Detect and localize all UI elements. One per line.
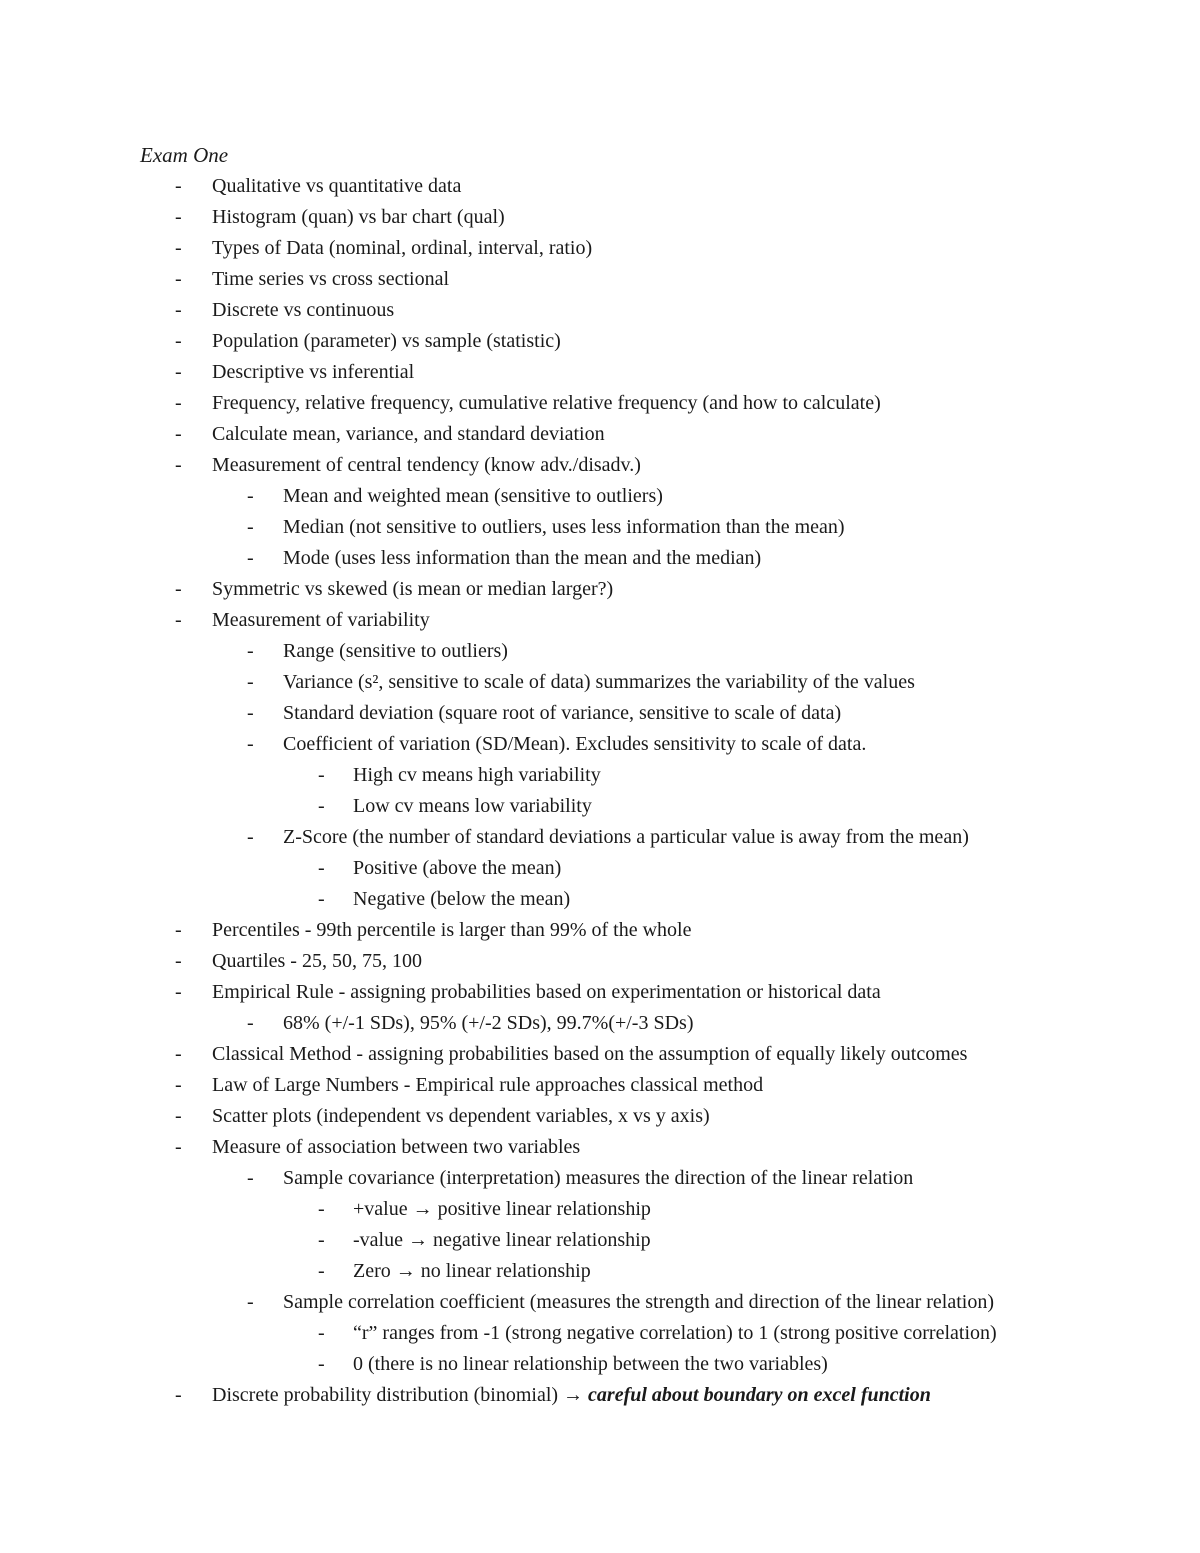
- list-item-label: Sample correlation coefficient (measures the strength and direction of the linear relation): [283, 1291, 995, 1313]
- list-item-label: Z-Score (the number of standard deviations a particular value is away from the mean): [283, 826, 969, 848]
- list-item-label: Types of Data (nominal, ordinal, interval, ratio): [212, 237, 593, 259]
- bullet-dash: -: [247, 1291, 254, 1313]
- list-item-label: Negative (below the mean): [353, 888, 571, 910]
- list-item-text: [212, 388, 881, 419]
- list-item-label: -value → negative linear relationship: [353, 1229, 651, 1251]
- list-item-text: [283, 481, 663, 512]
- bullet-dash: -: [318, 1229, 325, 1251]
- bullet-dash: -: [247, 640, 254, 662]
- list-item-label: Range (sensitive to outliers): [283, 640, 508, 662]
- list-item-text: [353, 884, 570, 915]
- bullet-dash: -: [247, 702, 254, 724]
- bullet-dash: -: [175, 919, 182, 941]
- list-item-text: [283, 1287, 994, 1318]
- list-item-text: [212, 326, 561, 357]
- list-item-text: [283, 512, 845, 543]
- bullet-dash: -: [175, 454, 182, 476]
- list-item-text: [212, 357, 414, 388]
- list-item-text: [212, 202, 505, 233]
- list-item-label: Variance (s², sensitive to scale of data) summarizes the variability of the values: [283, 671, 915, 693]
- bullet-dash: -: [318, 1322, 325, 1344]
- emphasis-note: careful about boundary on excel function: [588, 1384, 931, 1406]
- list-item-text: [212, 295, 394, 326]
- list-item-label: +value → positive linear relationship: [353, 1198, 651, 1220]
- list-item-label: Classical Method - assigning probabilities based on the assumption of equally likely outcomes: [212, 1043, 968, 1065]
- bullet-dash: -: [247, 485, 254, 507]
- list-item-label: Law of Large Numbers - Empirical rule approaches classical method: [212, 1074, 764, 1096]
- list-item-text: [212, 264, 449, 295]
- list-item-label: Descriptive vs inferential: [212, 361, 415, 383]
- list-item-text: [353, 1194, 651, 1225]
- bullet-dash: -: [175, 268, 182, 290]
- list-item-text: [353, 1318, 997, 1349]
- list-item-text: [212, 946, 422, 977]
- bullet-dash: -: [175, 423, 182, 445]
- list-item-text: [353, 853, 561, 884]
- bullet-dash: -: [318, 1260, 325, 1282]
- list-item-text: [283, 822, 969, 853]
- bullet-dash: -: [318, 1198, 325, 1220]
- list-item-label: Scatter plots (independent vs dependent variables, x vs y axis): [212, 1105, 710, 1127]
- bullet-dash: -: [175, 578, 182, 600]
- list-item-text: [212, 915, 691, 946]
- bullet-dash: -: [175, 1105, 182, 1127]
- list-item-text: [212, 171, 461, 202]
- list-item-label: Discrete vs continuous: [212, 299, 395, 321]
- bullet-dash: -: [318, 795, 325, 817]
- bullet-dash: -: [247, 547, 254, 569]
- list-item-label: 0 (there is no linear relationship between the two variables): [353, 1353, 828, 1375]
- page-title: Exam One: [140, 143, 229, 167]
- list-item-label: Qualitative vs quantitative data: [212, 175, 462, 197]
- list-item-text: [353, 1256, 591, 1287]
- list-item-text: [353, 1349, 828, 1380]
- list-item-label: 68% (+/-1 SDs), 95% (+/-2 SDs), 99.7%(+/-3 SDs): [283, 1012, 694, 1034]
- list-item-label: Mode (uses less information than the mean and the median): [283, 547, 762, 569]
- bullet-dash: -: [175, 1074, 182, 1096]
- bullet-dash: -: [175, 1384, 182, 1406]
- list-item-text: [353, 791, 592, 822]
- list-item-label: Empirical Rule - assigning probabilities based on experimentation or historical data: [212, 981, 881, 1003]
- list-item-text: [212, 1039, 967, 1070]
- list-item-label: Sample covariance (interpretation) measures the direction of the linear relation: [283, 1167, 914, 1189]
- list-item-text: [212, 605, 430, 636]
- bullet-dash: -: [175, 950, 182, 972]
- bullet-dash: -: [247, 1012, 254, 1034]
- list-item-text: [283, 698, 841, 729]
- list-item-text: [212, 450, 641, 481]
- list-item-text: [283, 729, 866, 760]
- bullet-dash: -: [175, 609, 182, 631]
- bullet-dash: -: [318, 857, 325, 879]
- list-item-label: Mean and weighted mean (sensitive to outliers): [283, 485, 663, 507]
- list-item-label: Time series vs cross sectional: [212, 268, 450, 290]
- bullet-dash: -: [247, 671, 254, 693]
- list-item-label: Zero → no linear relationship: [353, 1260, 591, 1282]
- list-item-label: Histogram (quan) vs bar chart (qual): [212, 206, 505, 228]
- bullet-dash: -: [318, 888, 325, 910]
- bullet-dash: -: [318, 1353, 325, 1375]
- bullet-dash: -: [175, 361, 182, 383]
- list-item-text: [212, 233, 592, 264]
- bullet-dash: -: [247, 826, 254, 848]
- list-item-label: Discrete probability distribution (binomial) →: [212, 1384, 589, 1406]
- list-item-text: [212, 1380, 931, 1411]
- list-item-label: Frequency, relative frequency, cumulative relative frequency (and how to calculate): [212, 392, 881, 414]
- list-item-label: Coefficient of variation (SD/Mean). Excludes sensitivity to scale of data.: [283, 733, 867, 755]
- bullet-dash: -: [318, 764, 325, 786]
- list-item-label: Measurement of variability: [212, 609, 430, 631]
- list-item-label: Population (parameter) vs sample (statistic): [212, 330, 561, 352]
- list-item-label: Standard deviation (square root of variance, sensitive to scale of data): [283, 702, 842, 724]
- list-item-text: [283, 1008, 693, 1039]
- list-item-text: [353, 1225, 651, 1256]
- list-item-label: Median (not sensitive to outliers, uses less information than the mean): [283, 516, 845, 538]
- bullet-dash: -: [175, 392, 182, 414]
- list-item-text: [353, 760, 601, 791]
- list-item-text: [212, 419, 605, 450]
- list-item-text: [283, 1163, 913, 1194]
- bullet-dash: -: [175, 1136, 182, 1158]
- list-item-text: [283, 636, 508, 667]
- list-item-label: Percentiles - 99th percentile is larger than 99% of the whole: [212, 919, 692, 941]
- list-item-label: Positive (above the mean): [353, 857, 562, 879]
- list-item-label: Calculate mean, variance, and standard deviation: [212, 423, 605, 445]
- list-item-label: Quartiles - 25, 50, 75, 100: [212, 950, 422, 972]
- list-item-label: Measurement of central tendency (know adv./disadv.): [212, 454, 641, 476]
- list-item-text: [212, 1070, 763, 1101]
- list-item-label: “r” ranges from -1 (strong negative correlation) to 1 (strong positive correlation): [353, 1322, 997, 1344]
- bullet-dash: -: [175, 981, 182, 1003]
- bullet-dash: -: [175, 237, 182, 259]
- list-item-text: [212, 1101, 710, 1132]
- bullet-dash: -: [247, 516, 254, 538]
- list-item-text: [212, 1132, 580, 1163]
- bullet-dash: -: [175, 175, 182, 197]
- list-item-text: [283, 667, 915, 698]
- bullet-dash: -: [175, 330, 182, 352]
- bullet-dash: -: [247, 1167, 254, 1189]
- list-item-label: High cv means high variability: [353, 764, 601, 786]
- list-item-label: Measure of association between two variables: [212, 1136, 581, 1158]
- bullet-dash: -: [175, 1043, 182, 1065]
- list-item-text: [212, 574, 613, 605]
- bullet-dash: -: [175, 206, 182, 228]
- list-item-text: [283, 543, 761, 574]
- list-item-text: [212, 977, 881, 1008]
- bullet-dash: -: [247, 733, 254, 755]
- list-item-label: Symmetric vs skewed (is mean or median larger?): [212, 578, 614, 600]
- list-item-label: Low cv means low variability: [353, 795, 592, 817]
- bullet-dash: -: [175, 299, 182, 321]
